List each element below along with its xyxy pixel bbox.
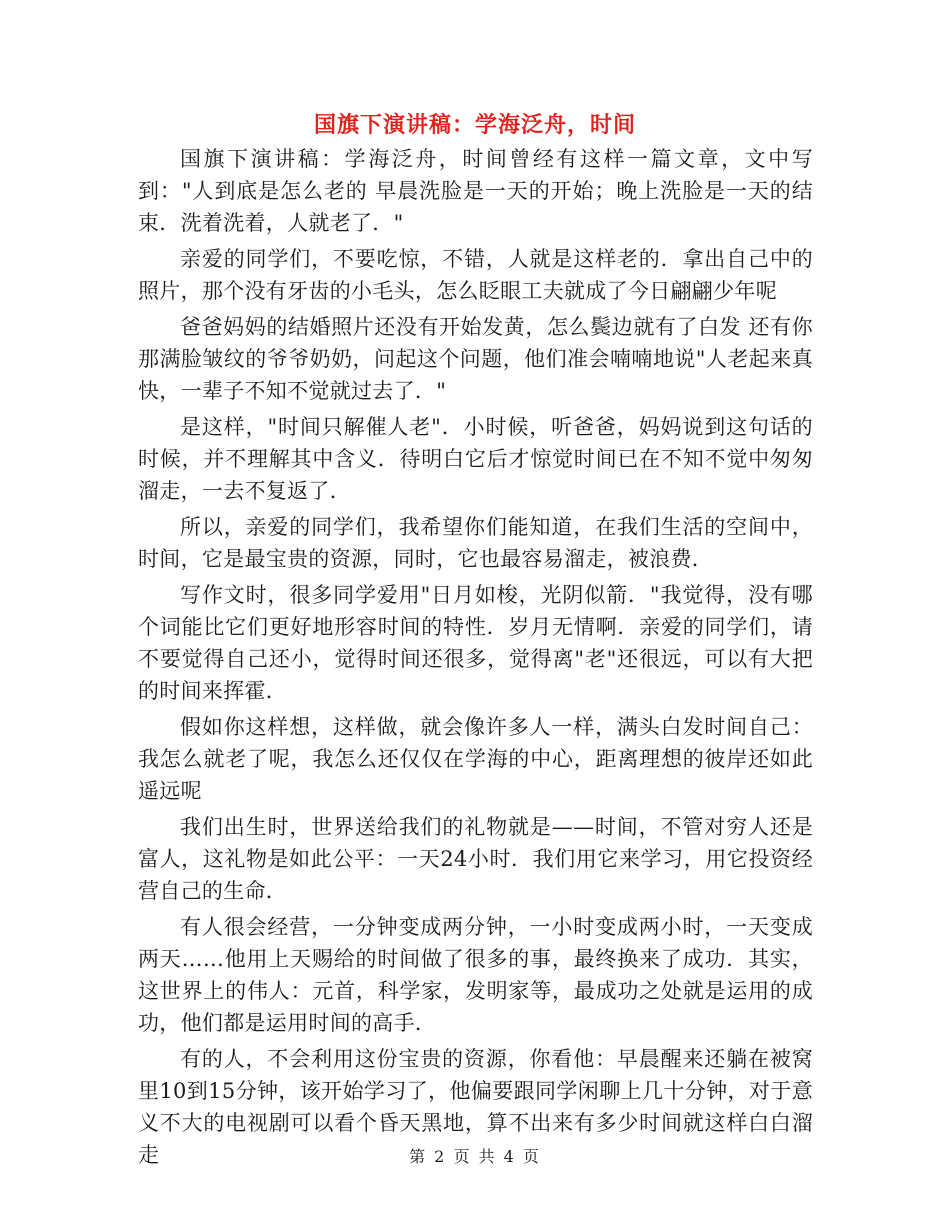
paragraph-4: 是这样，"时间只解催人老"．小时候，听爸爸，妈妈说到这句话的时候，并不理解其中含义．待明白它后才惊觉时间已在不知不觉中匆匆溜走，一去不复返了． <box>138 415 813 503</box>
paragraph-6: 写作文时，很多同学爱用"日月如梭，光阴似箭．"我觉得，没有哪个词能比它们更好地形容时间的特性．岁月无情啊．亲爱的同学们，请不要觉得自己还小，觉得时间还很多，觉得离"老"还很远，可以有大把的时间来挥霍． <box>138 583 813 703</box>
paragraph-1: 国旗下演讲稿：学海泛舟，时间曾经有这样一篇文章，文中写到："人到底是怎么老的 早晨洗脸是一天的开始；晚上洗脸是一天的结束．洗着洗着，人就老了．" <box>138 147 813 235</box>
paragraph-8: 我们出生时，世界送给我们的礼物就是——时间，不管对穷人还是富人，这礼物是如此公平：一天24小时．我们用它来学习，用它投资经营自己的生命． <box>138 815 813 903</box>
page-number-footer: 第 2 页 共 4 页 <box>409 1147 541 1166</box>
paragraph-7: 假如你这样想，这样做，就会像许多人一样，满头白发时间自己：我怎么就老了呢，我怎么还仅仅在学海的中心，距离理想的彼岸还如此遥远呢 <box>138 715 813 803</box>
paragraph-5: 所以，亲爱的同学们，我希望你们能知道，在我们生活的空间中，时间，它是最宝贵的资源，同时，它也最容易溜走，被浪费． <box>138 515 813 571</box>
document-body <box>138 143 813 1175</box>
paragraph-9: 有人很会经营，一分钟变成两分钟，一小时变成两小时，一天变成两天……他用上天赐给的时间做了很多的事，最终换来了成功．其实，这世界上的伟人：元首，科学家，发明家等，最成功之处就是运用的成功，他们都是运用时间的高手． <box>138 915 813 1035</box>
paragraph-3: 爸爸妈妈的结婚照片还没有开始发黄，怎么鬓边就有了白发 还有你那满脸皱纹的爷爷奶奶，问起这个问题，他们准会喃喃地说"人老起来真快，一辈子不知不觉就过去了．" <box>138 315 813 403</box>
paragraph-2: 亲爱的同学们，不要吃惊，不错，人就是这样老的．拿出自己中的照片，那个没有牙齿的小毛头，怎么眨眼工夫就成了今日翩翩少年呢 <box>138 247 813 303</box>
paragraph-10: 有的人，不会利用这份宝贵的资源，你看他：早晨醒来还躺在被窝里10到15分钟，该开始学习了，他偏要跟同学闲聊上几十分钟，对于意义不大的电视剧可以看个昏天黑地，算不出来有多少时间就这样白白溜走 <box>138 1047 813 1167</box>
document-title: 国旗下演讲稿：学海泛舟，时间 <box>313 113 636 138</box>
